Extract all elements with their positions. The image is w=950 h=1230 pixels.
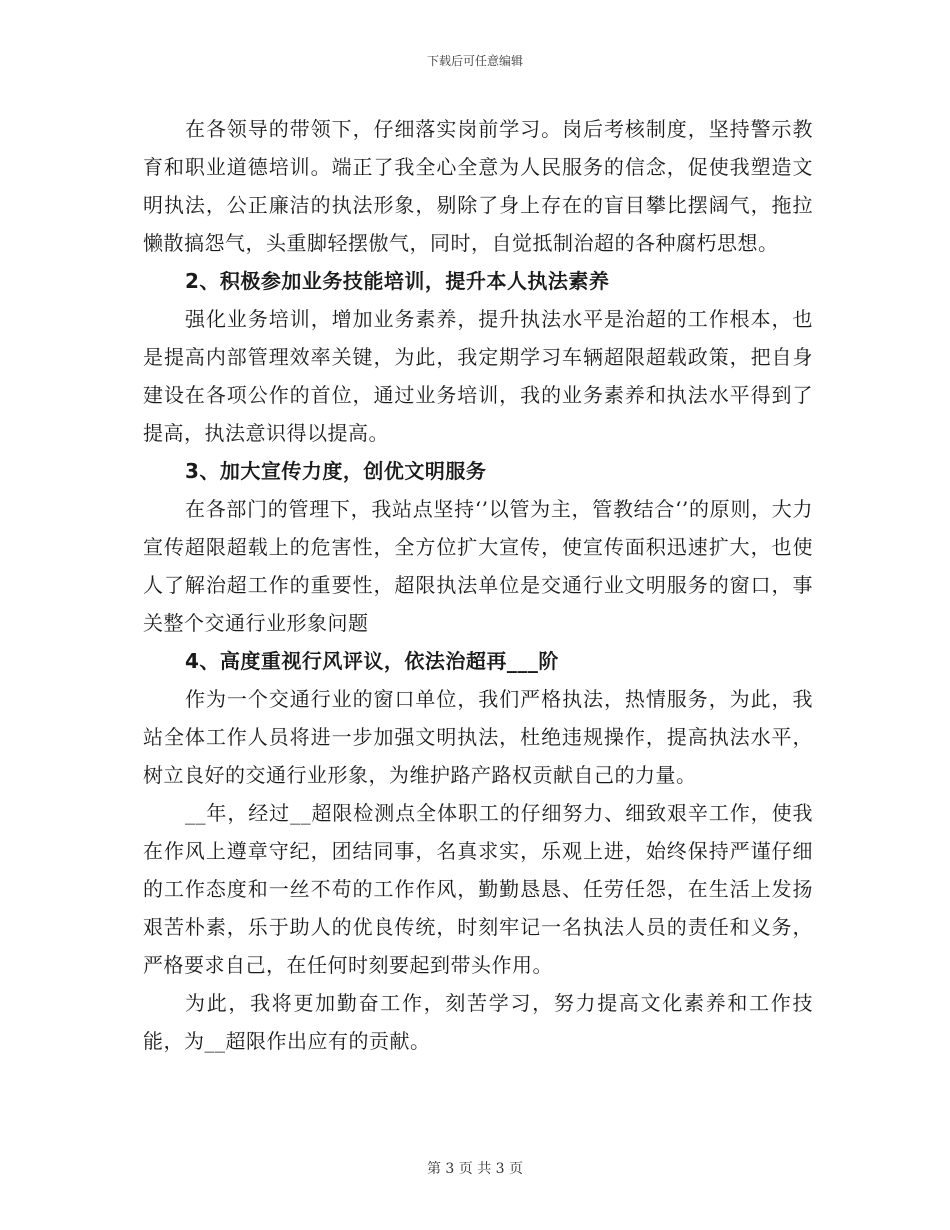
page-header-note: 下载后可任意编辑 xyxy=(426,54,523,68)
paragraph-6: 为此，我将更加勤奋工作，刻苦学习，努力提高文化素养和工作技能，为__超限作出应有的贡献。 xyxy=(143,991,813,1053)
section-heading-3: 3、加大宣传力度，创优文明服务 xyxy=(185,459,487,483)
paragraph-1: 在各领导的带领下，仔细落实岗前学习。岗后考核制度，坚持警示教育和职业道德培训。端正了我全心全意为人民服务的信念，促使我塑造文明执法，公正廉洁的执法形象，剔除了身上存在的盲目攀比摆阔气，拖拉懒散搞怨气，头重脚轻摆傲气，同时，自觉抵制治超的各种腐朽思想。 xyxy=(143,117,813,255)
paragraph-2: 强化业务培训，增加业务素养，提升执法水平是治超的工作根本，也是提高内部管理效率关键，为此，我定期学习车辆超限超载政策，把自身建设在各项公作的首位，通过业务培训，我的业务素养和执法水平得到了提高，执法意识得以提高。 xyxy=(143,307,813,445)
paragraph-5: __年，经过__超限检测点全体职工的仔细努力、细致艰辛工作，使我在作风上遵章守纪，团结同事，名真求实，乐观上进，始终保持严谨仔细的工作态度和一丝不苟的工作作风，勤勤恳恳、任劳任怨，在生活上发扬艰苦朴素，乐于助人的优良传统，时刻牢记一名执法人员的责任和义务，严格要求自己，在任何时刻要起到带头作用。 xyxy=(143,801,813,977)
section-heading-2: 2、积极参加业务技能培训，提升本人执法素养 xyxy=(185,269,610,293)
section-heading-4: 4、高度重视行风评议，依法治超再___阶 xyxy=(185,649,559,673)
paragraph-3: 在各部门的管理下，我站点坚持‘’以管为主，管教结合‘’的原则，大力宣传超限超载上的危害性，全方位扩大宣传，使宣传面积迅速扩大，也使人了解治超工作的重要性，超限执法单位是交通行业文明服务的窗口，事关整个交通行业形象问题 xyxy=(143,497,813,635)
paragraph-4: 作为一个交通行业的窗口单位，我们严格执法，热情服务，为此，我站全体工作人员将进一步加强文明执法，杜绝违规操作，提高执法水平，树立良好的交通行业形象，为维护路产路权贡献自己的力量。 xyxy=(143,687,813,787)
document-body xyxy=(143,110,813,1060)
page-number: 第 3 页 共 3 页 xyxy=(426,1161,524,1177)
